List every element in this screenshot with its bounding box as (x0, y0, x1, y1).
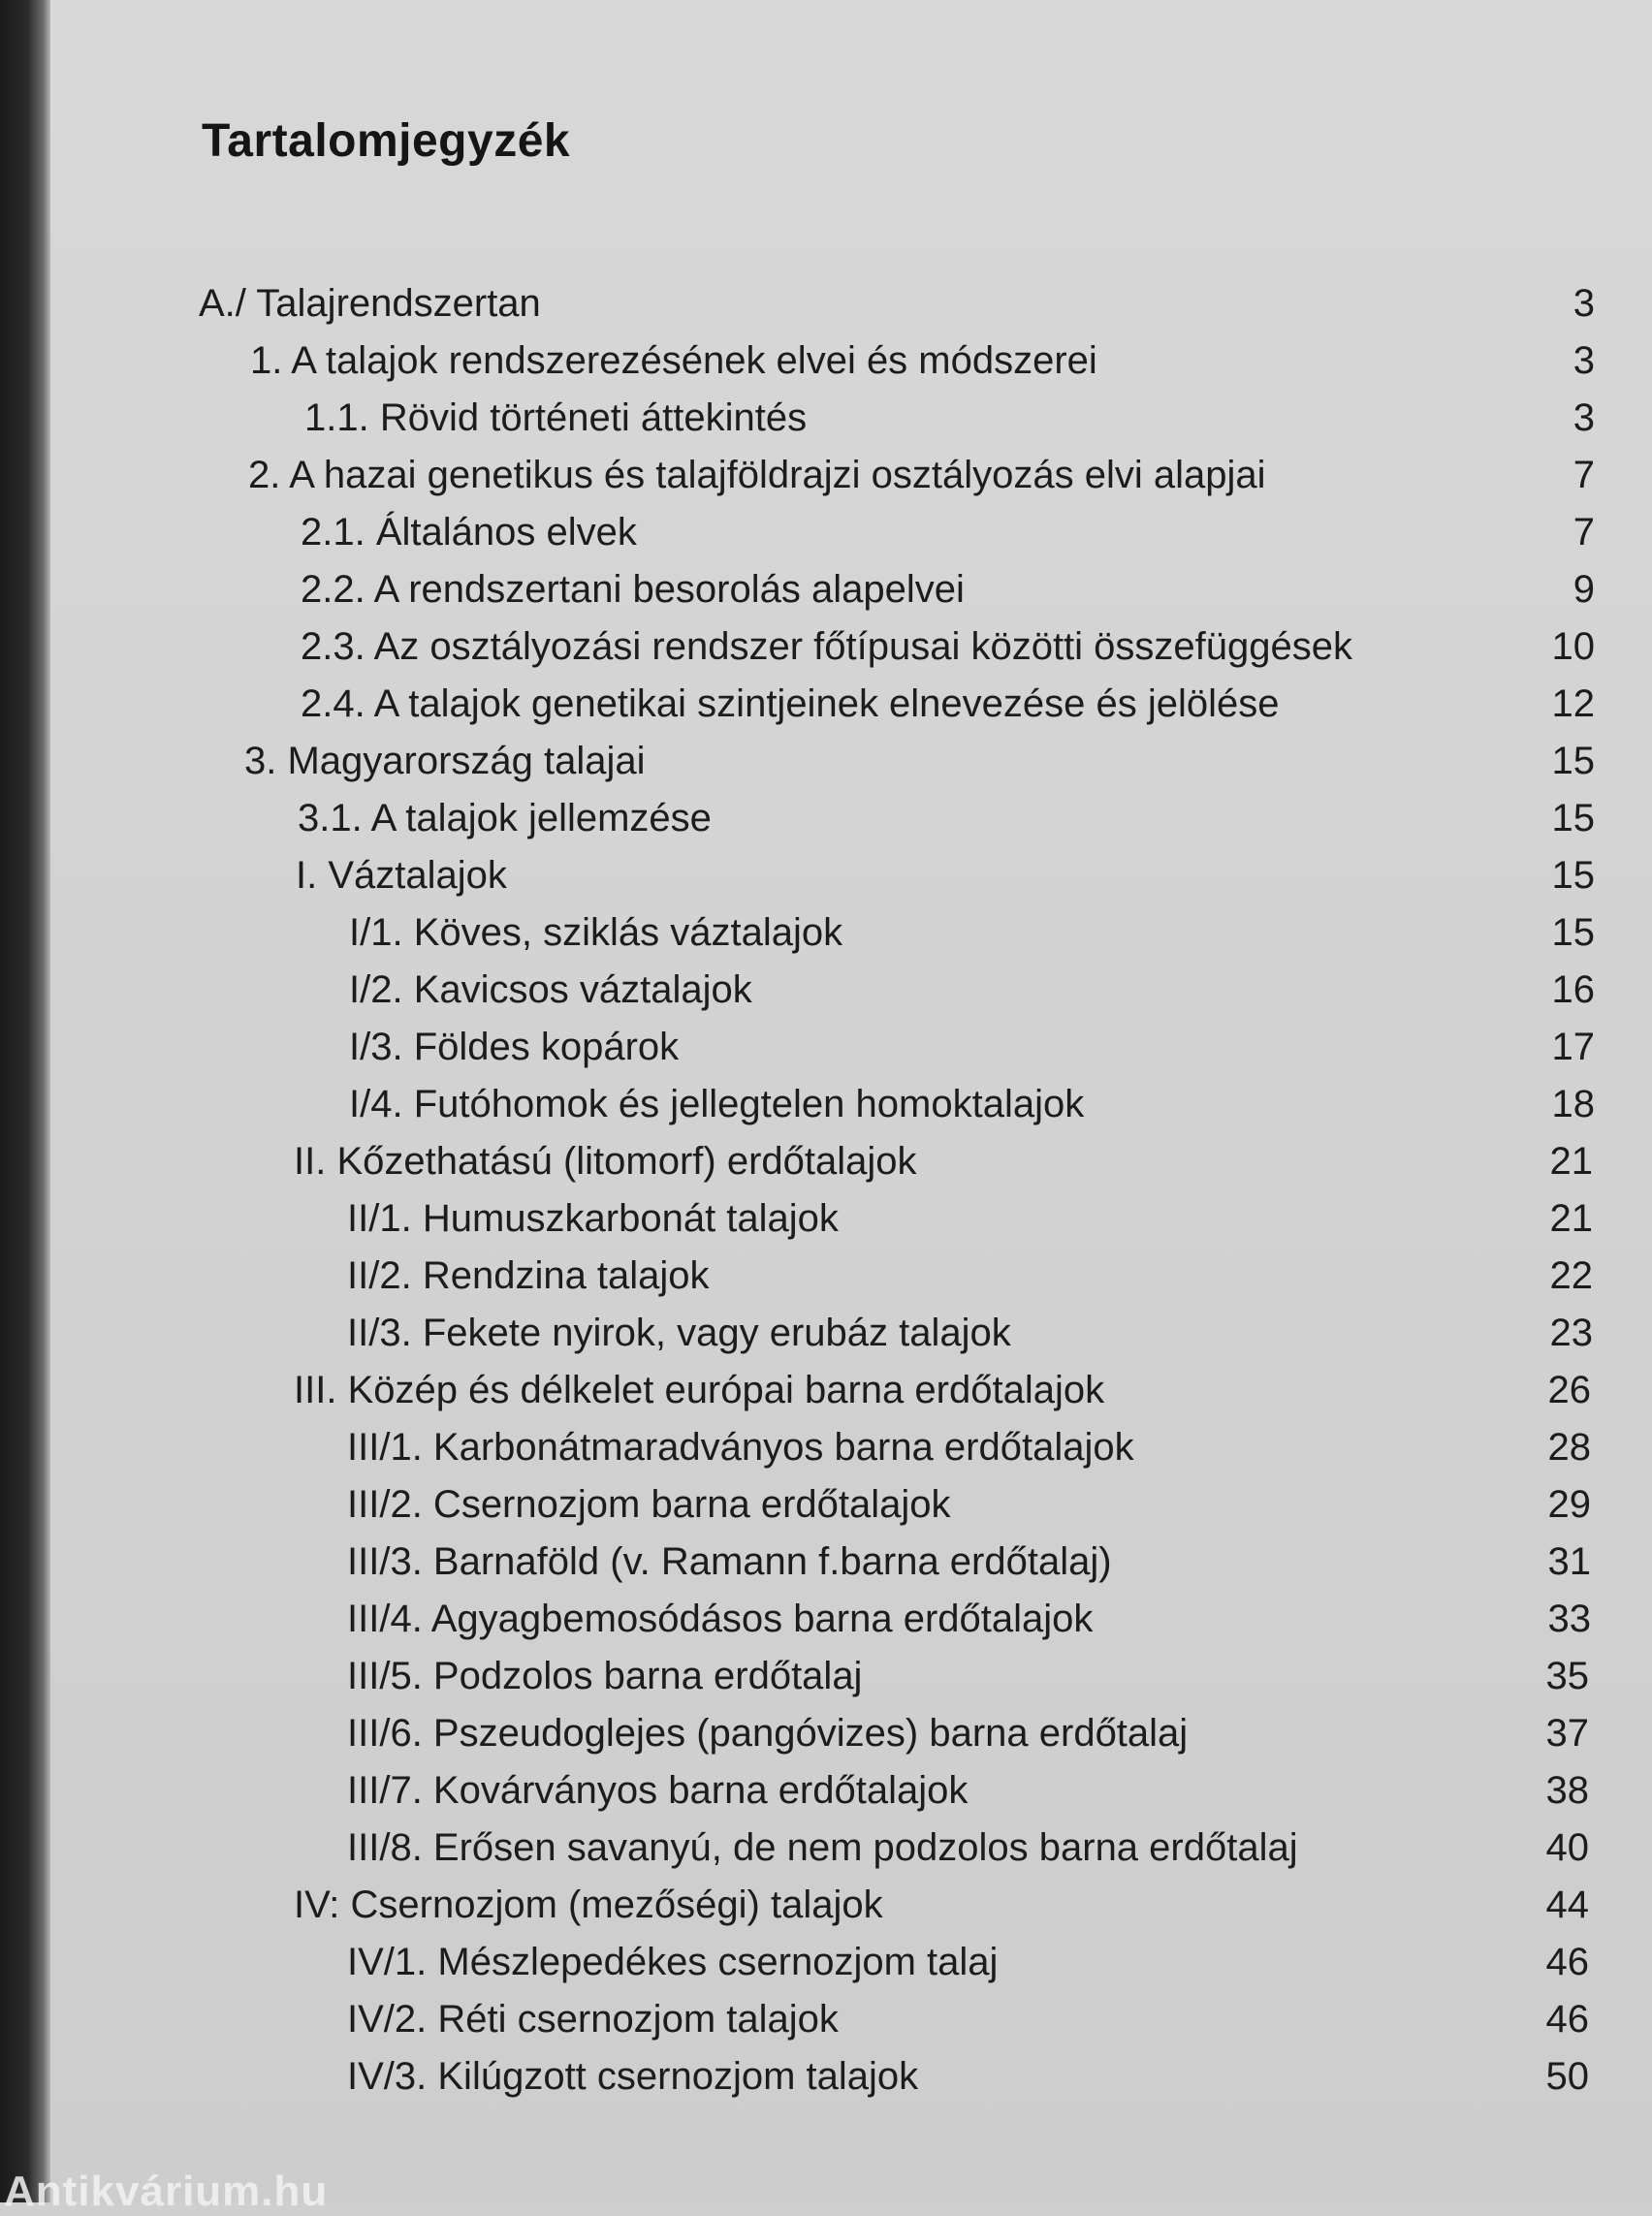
toc-entry-page: 38 (1545, 1769, 1589, 1812)
toc-entry-page: 3 (1573, 339, 1595, 382)
toc-entry (250, 333, 1595, 388)
toc-entry (301, 619, 1595, 674)
toc-entry-label: IV: Csernozjom (mezőségi) talajok (294, 1884, 883, 1926)
toc-entry-page: 17 (1551, 1026, 1595, 1068)
toc-entry-page: 7 (1573, 511, 1595, 554)
toc-entry-page: 15 (1551, 854, 1595, 897)
toc-entry-page: 15 (1551, 797, 1595, 839)
toc-entry-page: 3 (1573, 282, 1595, 325)
toc-entry (347, 1420, 1591, 1474)
toc-entry-label: III. Közép és délkelet európai barna erdőtalajok (294, 1369, 1105, 1411)
toc-entry (248, 448, 1595, 502)
toc-entry (347, 1763, 1589, 1818)
toc-entry-page: 18 (1551, 1083, 1595, 1125)
toc-entry (347, 1191, 1593, 1246)
toc-entry-label: IV/3. Kilúgzott csernozjom talajok (347, 2055, 919, 2098)
toc-entry-page: 22 (1549, 1254, 1593, 1297)
toc-entry-label: III/7. Kovárványos barna erdőtalajok (347, 1769, 969, 1812)
toc-entry-label: I/2. Kavicsos váztalajok (349, 968, 752, 1011)
toc-entry (294, 1134, 1593, 1188)
toc-entry-label: III/5. Podzolos barna erdőtalaj (347, 1655, 863, 1697)
toc-entry-label: 2. A hazai genetikus és talajföldrajzi osztályozás elvi alapjai (248, 454, 1266, 496)
toc-entry-label: 2.1. Általános elvek (301, 511, 637, 554)
toc-entry-page: 26 (1547, 1369, 1591, 1411)
toc-entry (347, 1935, 1589, 1989)
toc-entry (347, 1306, 1593, 1360)
toc-entry-label: III/2. Csernozjom barna erdőtalajok (347, 1483, 951, 1526)
toc-entry-label: III/6. Pszeudoglejes (pangóvizes) barna erdőtalaj (347, 1712, 1189, 1755)
toc-entry-page: 29 (1547, 1483, 1591, 1526)
toc-entry (347, 1249, 1593, 1303)
toc-entry-page: 44 (1545, 1884, 1589, 1926)
toc-entry (199, 276, 1595, 331)
toc-entry-page: 46 (1545, 1998, 1589, 2041)
toc-entry (301, 505, 1595, 559)
toc-entry (304, 391, 1595, 445)
toc-entry (294, 1878, 1589, 1932)
toc-entry-page: 9 (1573, 568, 1595, 611)
toc-entry (347, 1535, 1591, 1589)
toc-entry-label: II/2. Rendzina talajok (347, 1254, 710, 1297)
toc-entry-label: 2.4. A talajok genetikai szintjeinek elnevezése és jelölése (301, 682, 1280, 725)
toc-entry-page: 37 (1545, 1712, 1589, 1755)
toc-entry-page: 28 (1547, 1426, 1591, 1469)
toc-entry (347, 1992, 1589, 2046)
toc-entry-page: 33 (1547, 1598, 1591, 1640)
toc-entry-label: IV/1. Mészlepedékes csernozjom talaj (347, 1941, 999, 1983)
toc-entry-label: II/1. Humuszkarbonát talajok (347, 1197, 839, 1240)
toc-entry-label: II/3. Fekete nyirok, vagy erubáz talajok (347, 1312, 1011, 1354)
page-title: Tartalomjegyzék (202, 115, 571, 167)
toc-entry (298, 791, 1595, 845)
toc-entry-page: 10 (1551, 625, 1595, 668)
toc-entry-page: 7 (1573, 454, 1595, 496)
toc-entry-page: 15 (1551, 911, 1595, 954)
toc-entry-label: 2.2. A rendszertani besorolás alapelvei (301, 568, 965, 611)
toc-entry (301, 677, 1595, 731)
toc-entry (347, 1820, 1589, 1875)
toc-entry-label: 3.1. A talajok jellemzése (298, 797, 712, 839)
toc-entry-label: III/8. Erősen savanyú, de nem podzolos barna erdőtalaj (347, 1826, 1298, 1869)
toc-entry-label: I/1. Köves, sziklás váztalajok (349, 911, 843, 954)
toc-entry-label: 3. Magyarország talajai (244, 740, 646, 782)
toc-entry-page: 35 (1545, 1655, 1589, 1697)
toc-entry (347, 1592, 1591, 1646)
toc-entry-page: 12 (1551, 682, 1595, 725)
toc-entry-label: II. Kőzethatású (litomorf) erdőtalajok (294, 1140, 917, 1183)
watermark: Antikvárium.hu (4, 2168, 329, 2215)
toc-entry-label: III/4. Agyagbemosódásos barna erdőtalajok (347, 1598, 1094, 1640)
toc-entry-label: 2.3. Az osztályozási rendszer főtípusai közötti összefüggések (301, 625, 1353, 668)
toc-entry-label: I/4. Futóhomok és jellegtelen homoktalajok (349, 1083, 1085, 1125)
toc-entry-page: 3 (1573, 396, 1595, 439)
toc-entry-page: 23 (1549, 1312, 1593, 1354)
toc-entry-label: 1.1. Rövid történeti áttekintés (304, 396, 808, 439)
toc-entry (294, 1363, 1591, 1417)
toc-entry-label: III/1. Karbonátmaradványos barna erdőtalajok (347, 1426, 1134, 1469)
toc-entry (347, 1706, 1589, 1760)
toc-entry-page: 31 (1547, 1540, 1591, 1583)
toc-entry-label: 1. A talajok rendszerezésének elvei és módszerei (250, 339, 1097, 382)
toc-entry-label: A./ Talajrendszertan (199, 282, 541, 325)
toc-entry-page: 15 (1551, 740, 1595, 782)
toc-entry (347, 1649, 1589, 1703)
toc-entry-page: 50 (1545, 2055, 1589, 2098)
toc-entry (347, 1477, 1591, 1532)
toc-entry-page: 16 (1551, 968, 1595, 1011)
toc-entry-page: 46 (1545, 1941, 1589, 1983)
toc-entry (349, 905, 1595, 960)
toc-entry (349, 1020, 1595, 1074)
toc-entry-page: 21 (1549, 1140, 1593, 1183)
toc-entry (349, 963, 1595, 1017)
toc-entry-page: 40 (1545, 1826, 1589, 1869)
toc-entry-label: IV/2. Réti csernozjom talajok (347, 1998, 839, 2041)
toc-entry-page: 21 (1549, 1197, 1593, 1240)
toc-entry (301, 562, 1595, 617)
toc-entry (347, 2049, 1589, 2104)
toc-entry-label: I. Váztalajok (296, 854, 507, 897)
toc-entry (244, 734, 1595, 788)
toc-entry-label: I/3. Földes kopárok (349, 1026, 680, 1068)
toc-entry (296, 848, 1595, 902)
toc-entry (349, 1077, 1595, 1131)
toc-entry-label: III/3. Barnaföld (v. Ramann f.barna erdőtalaj) (347, 1540, 1112, 1583)
